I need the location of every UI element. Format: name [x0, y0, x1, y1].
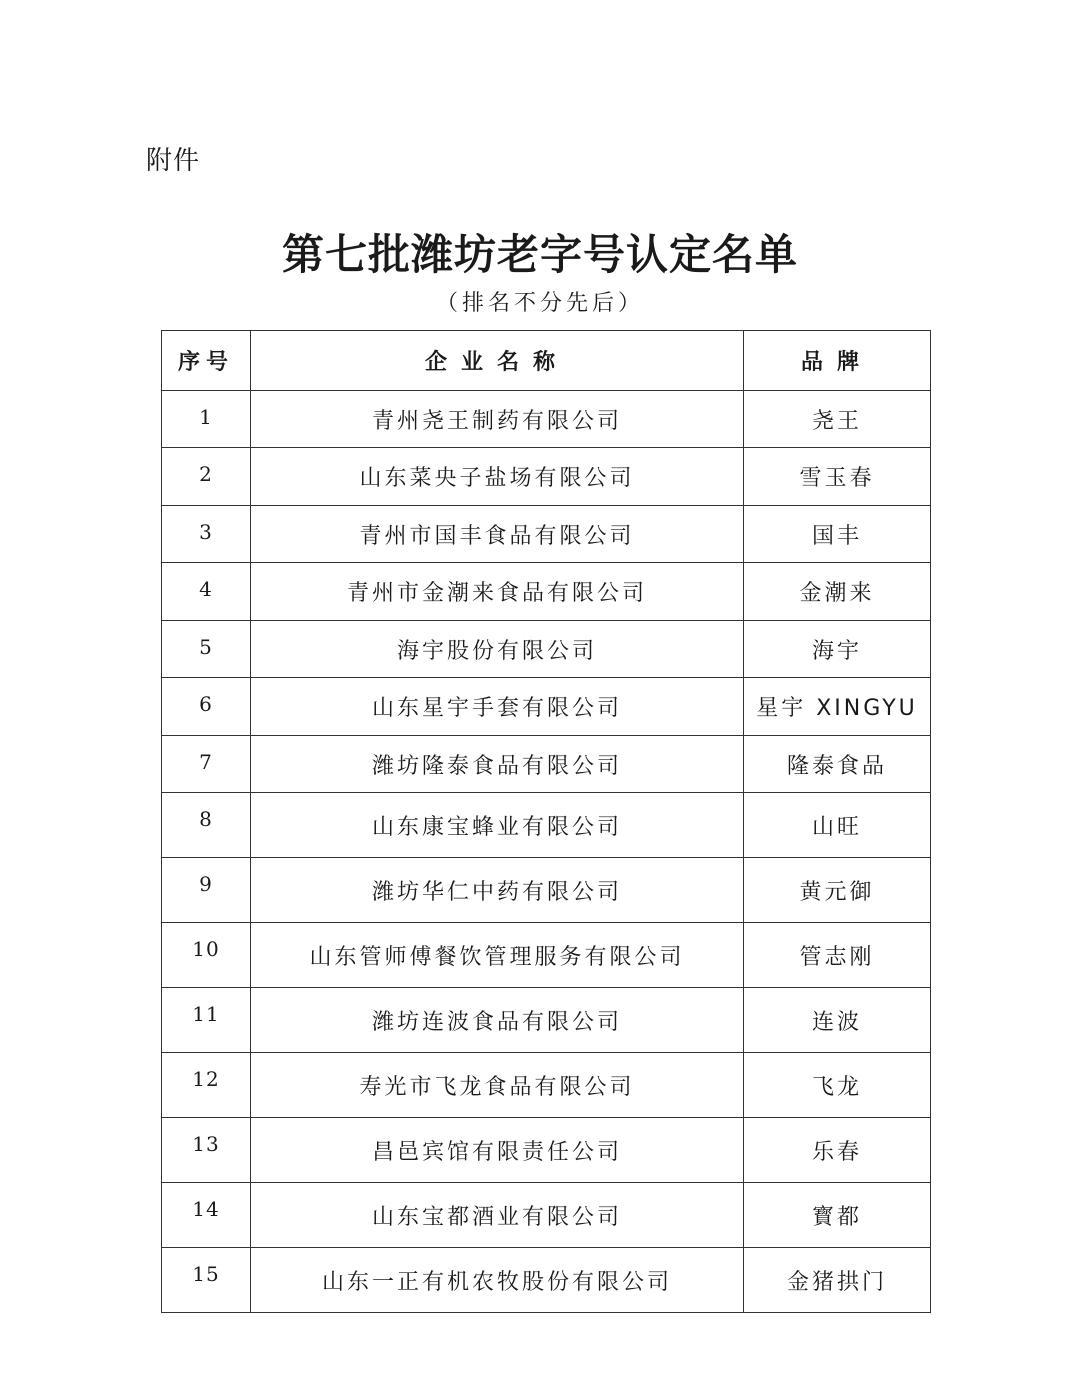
- table-row: [162, 506, 931, 563]
- table-header-row: [162, 331, 931, 391]
- table-row: [162, 448, 931, 506]
- row-number: 9: [162, 858, 251, 923]
- table-row: [162, 1183, 931, 1248]
- brand-name: 山旺: [744, 793, 931, 858]
- table-row: [162, 736, 931, 793]
- row-number: 15: [162, 1248, 251, 1313]
- brand-name: 寳都: [744, 1183, 931, 1248]
- company-name: 青州市国丰食品有限公司: [251, 506, 744, 563]
- company-name: 昌邑宾馆有限责任公司: [251, 1118, 744, 1183]
- row-number: 13: [162, 1118, 251, 1183]
- table-row: [162, 1118, 931, 1183]
- table-row: [162, 858, 931, 923]
- company-name: 山东一正有机农牧股份有限公司: [251, 1248, 744, 1313]
- brand-name: 金猪拱门: [744, 1248, 931, 1313]
- table-row: [162, 391, 931, 448]
- row-number: 8: [162, 793, 251, 858]
- table-row: [162, 793, 931, 858]
- company-name: 潍坊华仁中药有限公司: [251, 858, 744, 923]
- brand-name: 尧王: [744, 391, 931, 448]
- table-row: [162, 923, 931, 988]
- company-name: 青州尧王制药有限公司: [251, 391, 744, 448]
- brand-name: 隆泰食品: [744, 736, 931, 793]
- row-number: 5: [162, 621, 251, 678]
- company-name: 潍坊隆泰食品有限公司: [251, 736, 744, 793]
- header-brand: 品牌: [744, 331, 931, 391]
- company-name: 山东菜央子盐场有限公司: [251, 448, 744, 506]
- row-number: 3: [162, 506, 251, 563]
- row-number: 2: [162, 448, 251, 506]
- company-name: 寿光市飞龙食品有限公司: [251, 1053, 744, 1118]
- brand-name: 乐春: [744, 1118, 931, 1183]
- table-row: [162, 563, 931, 621]
- brand-name: 飞龙: [744, 1053, 931, 1118]
- brand-name: 连波: [744, 988, 931, 1053]
- table-row: [162, 1053, 931, 1118]
- company-name: 潍坊连波食品有限公司: [251, 988, 744, 1053]
- brand-name: 金潮来: [744, 563, 931, 621]
- table-row: [162, 678, 931, 736]
- company-name: 山东管师傅餐饮管理服务有限公司: [251, 923, 744, 988]
- header-company: 企业名称: [251, 331, 744, 391]
- row-number: 12: [162, 1053, 251, 1118]
- attachment-label: 附件: [146, 146, 201, 176]
- company-name: 山东星宇手套有限公司: [251, 678, 744, 736]
- table-row: [162, 1248, 931, 1313]
- brand-name: 国丰: [744, 506, 931, 563]
- table-row: [162, 621, 931, 678]
- company-name: 青州市金潮来食品有限公司: [251, 563, 744, 621]
- row-number: 11: [162, 988, 251, 1053]
- row-number: 10: [162, 923, 251, 988]
- roster-table: [161, 330, 931, 1313]
- page-title: 第七批潍坊老字号认定名单: [281, 230, 798, 279]
- brand-name: 黄元御: [744, 858, 931, 923]
- brand-name: 星宇 XINGYU: [744, 678, 931, 736]
- header-no: 序号: [162, 331, 251, 391]
- row-number: 1: [162, 391, 251, 448]
- brand-name: 海宇: [744, 621, 931, 678]
- brand-name: 雪玉春: [744, 448, 931, 506]
- row-number: 6: [162, 678, 251, 736]
- table-row: [162, 988, 931, 1053]
- company-name: 山东康宝蜂业有限公司: [251, 793, 744, 858]
- row-number: 7: [162, 736, 251, 793]
- page-subtitle: （排名不分先后）: [435, 291, 644, 316]
- brand-name: 管志刚: [744, 923, 931, 988]
- row-number: 14: [162, 1183, 251, 1248]
- company-name: 山东宝都酒业有限公司: [251, 1183, 744, 1248]
- company-name: 海宇股份有限公司: [251, 621, 744, 678]
- row-number: 4: [162, 563, 251, 621]
